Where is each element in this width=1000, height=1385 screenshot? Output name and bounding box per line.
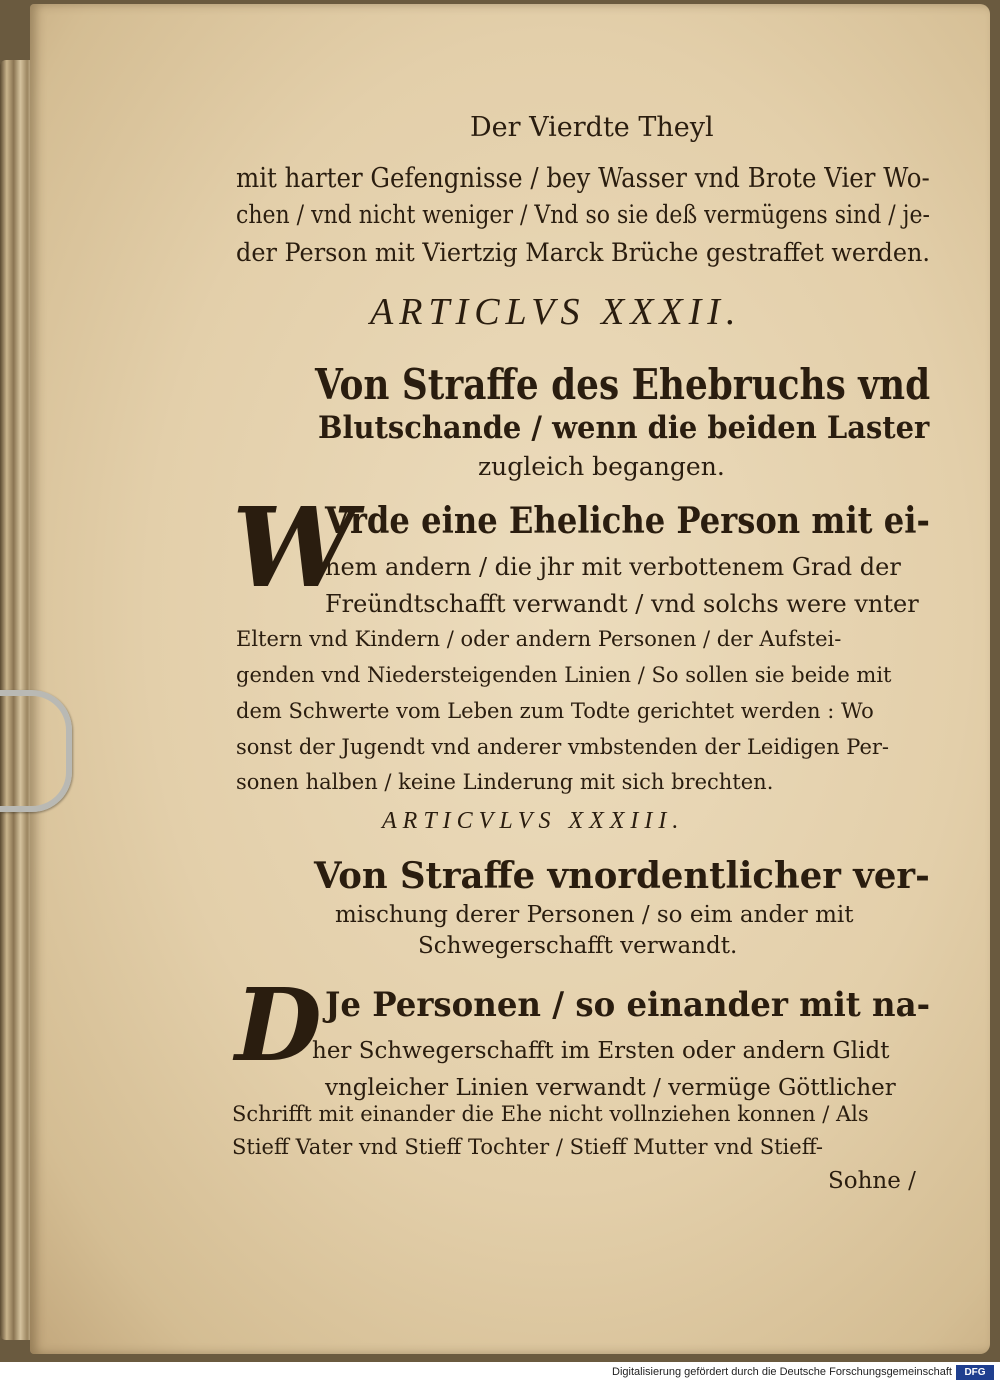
text-line: sonst der Jugendt vnd anderer vmbstenden der Leidigen Per- [236,735,890,759]
article-label: ARTICVLVS XXXIII. [382,808,685,834]
article-heading: Blutschande / wenn die beiden Laster [318,410,930,446]
text-line: chen / vnd nicht weniger / Vnd so sie deß vermügens sind / je- [236,200,930,229]
text-line: mit harter Gefengnisse / bey Wasser vnd Brote Vier Wo- [236,163,930,194]
text-line: Schrifft mit einander die Ehe nicht vollnziehen konnen / Als [232,1102,869,1126]
dfg-logo: DFG [956,1365,994,1380]
drop-cap-initial: D [235,966,322,1084]
article-heading: Von Straffe des Ehebruchs vnd [315,360,931,409]
funding-notice: Digitalisierung gefördert durch die Deutsche Forschungsgemeinschaft [612,1366,952,1378]
article-heading: zugleich begangen. [478,452,725,481]
drop-cap-initial: W [232,483,356,612]
footer-bar [0,1362,1000,1385]
text-line: Vrde eine Eheliche Person mit ei- [325,500,930,542]
catchword: Sohne / [828,1168,916,1194]
text-line: Stieff Vater vnd Stieff Tochter / Stieff Mutter vnd Stieff- [232,1135,823,1159]
text-line: genden vnd Niedersteigenden Linien / So sollen sie beide mit [236,663,892,687]
article-heading: Schwegerschafft verwandt. [418,933,738,959]
article-label: ARTICLVS XXXII. [370,291,742,333]
text-line: der Person mit Viertzig Marck Brüche gestraffet werden. [236,238,930,267]
text-line: nem andern / die jhr mit verbottenem Grad der [325,553,901,581]
running-head: Der Vierdte Theyl [470,112,714,143]
text-line: Je Personen / so einander mit na- [325,985,931,1025]
article-heading: Von Straffe vnordentlicher ver- [314,855,930,897]
text-line: sonen halben / keine Linderung mit sich brechten. [236,770,774,794]
text-line: vngleicher Linien verwandt / vermüge Göttlicher [325,1075,896,1101]
text-line: Eltern vnd Kindern / oder andern Personen / der Aufstei- [236,627,842,651]
text-line: her Schwegerschafft im Ersten oder andern Glidt [312,1038,890,1064]
text-line: dem Schwerte vom Leben zum Todte gerichtet werden : Wo [236,699,874,723]
text-line: Freündtschafft verwandt / vnd solchs were vnter [325,590,919,618]
article-heading: mischung derer Personen / so eim ander mit [335,902,854,928]
paper-clip [0,690,72,812]
